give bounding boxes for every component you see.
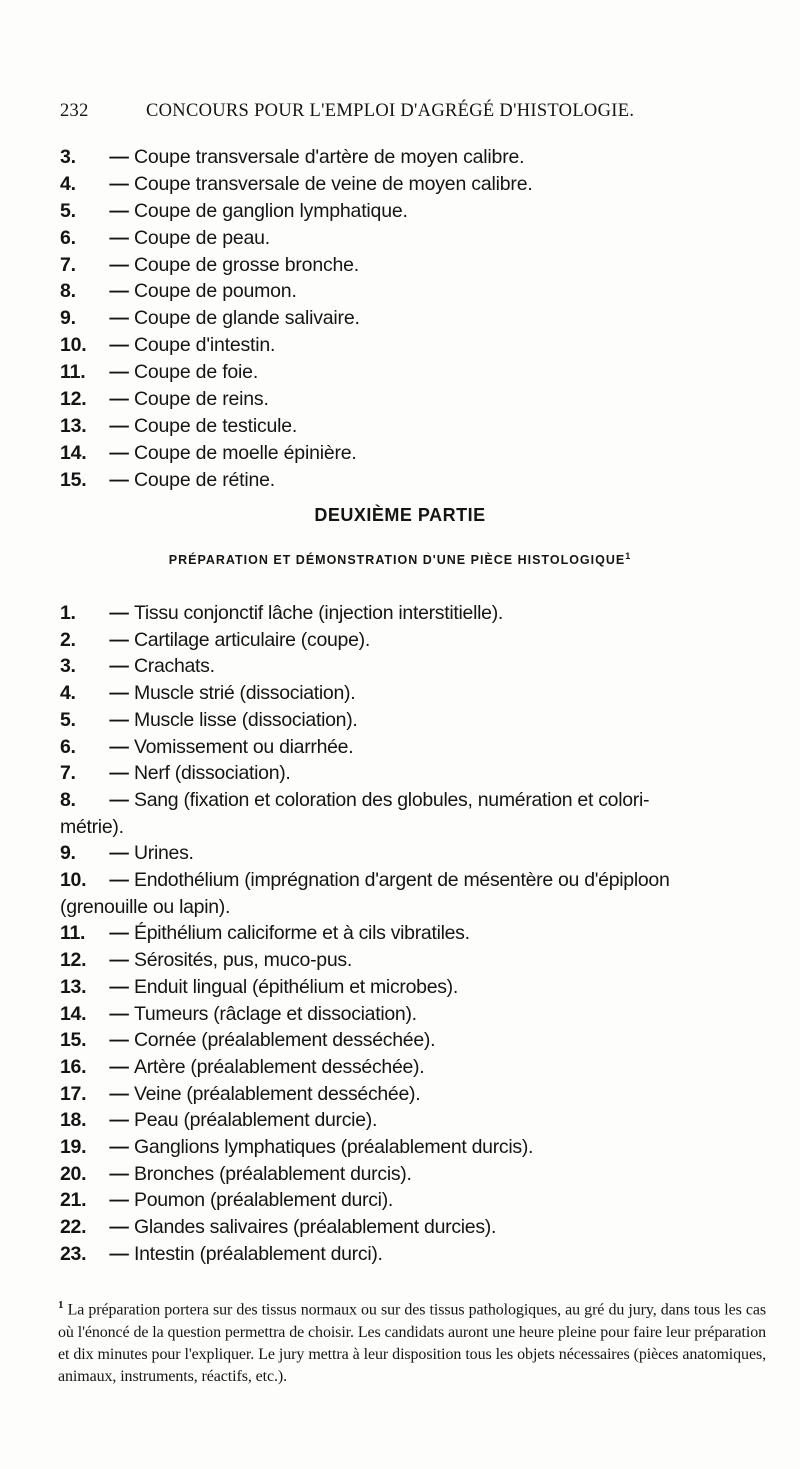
list-item: [60, 600, 766, 627]
item-text: Enduit lingual (épithélium et microbes).: [134, 975, 458, 998]
item-text: Coupe de glande salivaire.: [134, 307, 360, 330]
first-part-list: [60, 144, 760, 494]
list-item: [60, 760, 766, 787]
item-number: 21.: [60, 1189, 87, 1212]
footnote-text: La préparation portera sur des tissus normaux ou sur des tissus pathologiques, au gré du jury, dans tous les cas où l'énoncé de la question permettra de choisir. Les candidats auront une heure pleine pour faire leur préparation et dix minutes pour l'expliquer. Le jury mettra à leur disposition tous les objets nécessaires (pièces anatomiques, animaux, instruments, réactifs, etc.).: [58, 1301, 766, 1386]
item-dash: —: [109, 762, 129, 785]
item-number: 16.: [60, 1055, 87, 1078]
item-number: 15.: [60, 1029, 87, 1052]
list-item: [60, 305, 760, 332]
item-dash: —: [109, 146, 129, 168]
item-dash: —: [109, 842, 129, 865]
item-number: 11.: [60, 922, 86, 945]
running-title: CONCOURS POUR L'EMPLOI D'AGRÉGÉ D'HISTOLOGIE.: [146, 101, 635, 121]
item-number: 7.: [60, 253, 76, 276]
list-item: [60, 680, 766, 707]
list-item: [60, 332, 760, 359]
list-item: [60, 920, 766, 947]
item-number: 2.: [60, 628, 76, 651]
item-number: 8.: [60, 280, 76, 303]
item-dash: —: [109, 1002, 129, 1025]
item-text: Coupe d'intestin.: [134, 334, 276, 357]
item-number: 3.: [60, 146, 76, 168]
item-text: Endothélium (imprégnation d'argent de mésentère ou d'épiploon: [134, 869, 670, 892]
item-text: Coupe de ganglion lymphatique.: [134, 199, 408, 222]
item-dash: —: [109, 441, 129, 464]
item-dash: —: [109, 468, 129, 491]
second-part-list: [60, 600, 766, 1268]
item-dash: —: [109, 1216, 129, 1239]
item-text: Peau (préalablement durcie).: [134, 1109, 378, 1132]
list-item: [60, 627, 766, 654]
item-dash: —: [109, 253, 129, 276]
item-number: 9.: [60, 842, 76, 865]
item-dash: —: [109, 1109, 129, 1132]
item-number: 14.: [60, 441, 87, 464]
item-number: 17.: [60, 1082, 87, 1105]
list-item: [60, 467, 760, 494]
item-number: 6.: [60, 735, 76, 758]
item-dash: —: [109, 922, 129, 945]
item-number: 12.: [60, 949, 87, 972]
footnote-mark: 1: [58, 1299, 64, 1311]
item-text: Cornée (préalablement desséchée).: [134, 1029, 436, 1052]
list-item: [60, 252, 760, 279]
footnote: [58, 1294, 766, 1389]
list-item: [60, 225, 760, 252]
item-number: 4.: [60, 172, 76, 195]
item-text: Muscle lisse (dissociation).: [134, 708, 358, 731]
item-dash: —: [109, 949, 129, 972]
item-dash: —: [109, 226, 129, 249]
item-number: 10.: [60, 869, 87, 892]
item-dash: —: [109, 708, 129, 731]
item-text: Coupe de peau.: [134, 226, 270, 249]
item-number: 6.: [60, 226, 76, 249]
list-item: [60, 867, 766, 894]
item-dash: —: [109, 735, 129, 758]
list-item: [60, 1134, 766, 1161]
list-item: [60, 386, 760, 413]
item-dash: —: [109, 788, 129, 811]
item-number: 10.: [60, 334, 87, 357]
item-text: Coupe de reins.: [134, 388, 269, 411]
list-item: [60, 974, 766, 1001]
list-item: [60, 653, 766, 680]
item-text: Intestin (préalablement durci).: [134, 1242, 383, 1265]
item-text: Poumon (préalablement durci).: [134, 1189, 394, 1212]
item-dash: —: [109, 361, 129, 384]
list-item: [60, 198, 760, 225]
item-number: 15.: [60, 468, 87, 491]
item-text: Coupe de rétine.: [134, 468, 275, 491]
item-text: Muscle strié (dissociation).: [134, 682, 356, 705]
item-number: 8.: [60, 788, 76, 811]
list-item: [60, 359, 760, 386]
list-item-continuation: (grenouille ou lapin).: [60, 895, 231, 918]
item-dash: —: [109, 334, 129, 357]
item-number: 13.: [60, 975, 87, 998]
item-text: Épithélium caliciforme et à cils vibratiles.: [134, 922, 470, 945]
item-text: Coupe de moelle épinière.: [134, 441, 357, 464]
footnote-reference: 1: [625, 551, 632, 561]
item-dash: —: [109, 414, 129, 437]
list-item: [60, 440, 760, 467]
item-dash: —: [109, 628, 129, 651]
item-dash: —: [109, 682, 129, 705]
item-number: 4.: [60, 682, 76, 705]
list-item: [60, 1054, 766, 1081]
item-text: Ganglions lymphatiques (préalablement durcis).: [134, 1136, 534, 1159]
list-item: [60, 1161, 766, 1188]
item-text: Bronches (préalablement durcis).: [134, 1162, 412, 1185]
item-dash: —: [109, 1189, 129, 1212]
item-number: 9.: [60, 307, 76, 330]
item-dash: —: [109, 172, 129, 195]
list-item: [60, 787, 766, 814]
list-item: [60, 1187, 766, 1214]
item-number: 1.: [60, 602, 76, 624]
list-item: [60, 707, 766, 734]
item-number: 11.: [60, 361, 86, 384]
item-text: Coupe de foie.: [134, 361, 259, 384]
list-item: [60, 840, 766, 867]
item-dash: —: [109, 602, 129, 624]
item-text: Coupe transversale d'artère de moyen calibre.: [134, 146, 525, 168]
item-number: 5.: [60, 708, 76, 731]
item-number: 22.: [60, 1216, 87, 1239]
part-subtitle-text: PRÉPARATION ET DÉMONSTRATION D'UNE PIÈCE HISTOLOGIQUE: [168, 553, 626, 568]
part-title: DEUXIÈME PARTIE: [314, 505, 486, 525]
item-dash: —: [109, 975, 129, 998]
item-number: 13.: [60, 414, 87, 437]
item-text: Crachats.: [134, 655, 215, 678]
item-number: 14.: [60, 1002, 87, 1025]
list-item: [60, 171, 760, 198]
item-dash: —: [109, 1082, 129, 1105]
item-dash: —: [109, 280, 129, 303]
item-dash: —: [109, 307, 129, 330]
item-dash: —: [109, 1162, 129, 1185]
item-text: Coupe de poumon.: [134, 280, 297, 303]
list-item: [60, 734, 766, 761]
item-text: Coupe transversale de veine de moyen calibre.: [134, 172, 533, 195]
item-text: Coupe de grosse bronche.: [134, 253, 360, 276]
list-item: [60, 1241, 766, 1268]
item-dash: —: [109, 869, 129, 892]
list-item: [60, 1214, 766, 1241]
item-text: Tissu conjonctif lâche (injection interstitielle).: [134, 602, 504, 624]
item-dash: —: [109, 1136, 129, 1159]
item-text: Veine (préalablement desséchée).: [134, 1082, 421, 1105]
item-number: 3.: [60, 655, 76, 678]
item-number: 18.: [60, 1109, 87, 1132]
item-number: 20.: [60, 1162, 87, 1185]
item-dash: —: [109, 199, 129, 222]
list-item-continuation: métrie).: [60, 815, 124, 838]
item-dash: —: [109, 1029, 129, 1052]
item-text: Urines.: [134, 842, 194, 865]
list-item: [60, 1107, 766, 1134]
item-text: Vomissement ou diarrhée.: [134, 735, 354, 758]
item-text: Tumeurs (râclage et dissociation).: [134, 1002, 417, 1025]
item-number: 23.: [60, 1242, 87, 1265]
item-number: 12.: [60, 388, 87, 411]
item-text: Cartilage articulaire (coupe).: [134, 628, 370, 651]
item-number: 19.: [60, 1136, 87, 1159]
item-dash: —: [109, 388, 129, 411]
item-text: Sang (fixation et coloration des globules, numération et colori-: [134, 788, 650, 811]
list-item: [60, 1027, 766, 1054]
list-item: [60, 413, 760, 440]
item-text: Nerf (dissociation).: [134, 762, 291, 785]
item-number: 7.: [60, 762, 76, 785]
item-number: 5.: [60, 199, 76, 222]
item-text: Glandes salivaires (préalablement durcies).: [134, 1216, 497, 1239]
item-dash: —: [109, 655, 129, 678]
item-dash: —: [109, 1055, 129, 1078]
list-item: [60, 1001, 766, 1028]
item-text: Artère (préalablement desséchée).: [134, 1055, 425, 1078]
list-item: [60, 144, 760, 171]
list-item: [60, 1081, 766, 1108]
list-item: [60, 947, 766, 974]
list-item: [60, 278, 760, 305]
part-subtitle: [0, 551, 800, 567]
item-dash: —: [109, 1242, 129, 1265]
item-text: Coupe de testicule.: [134, 414, 298, 437]
page-number: 232: [60, 101, 89, 121]
item-text: Sérosités, pus, muco-pus.: [134, 949, 352, 972]
